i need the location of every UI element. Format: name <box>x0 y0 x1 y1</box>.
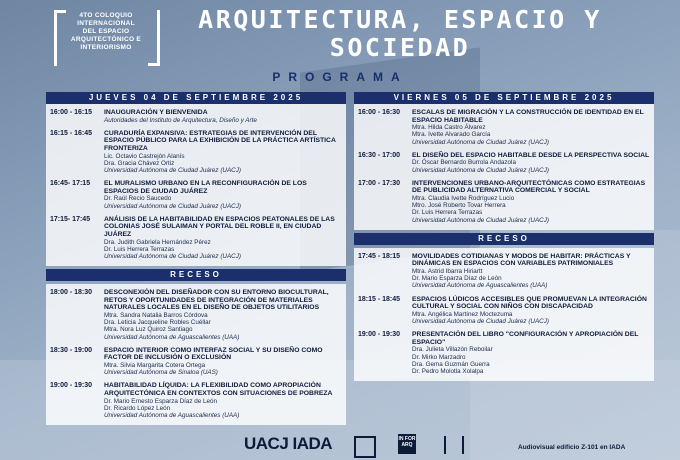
session-row <box>46 287 346 345</box>
session-institution: Autoridades del Instituto de Arquitectura, Diseño y Arte <box>104 116 257 124</box>
session-author: Mtra. Angélica Martínez Moctezuma <box>412 310 513 318</box>
day-1-column <box>46 92 346 425</box>
session-author: Dr. Raúl Recio Saucedo <box>104 195 172 203</box>
session-institution: Universidad Autónoma de Sinaloa (UAS) <box>104 369 218 377</box>
session-institution: Universidad Autónoma de Ciudad Juárez (UACJ) <box>412 317 549 325</box>
session-institution: Universidad Autónoma de Ciudad Juárez (UACJ) <box>104 252 241 260</box>
session-title: MOVILIDADES COTIDIANAS Y MODOS DE HABITAR: PRÁCTICAS Y DINÁMICAS EN ESPACIOS CON VARIABLES PATRIMONIALES <box>412 252 631 268</box>
logo-line: INTERIORISMO <box>80 44 132 51</box>
session-institution: Universidad Autónoma de Ciudad Juárez (UACJ) <box>412 166 549 174</box>
day-1-break: RECESO <box>46 269 346 281</box>
session-author: Mtra. Ivette Alvarado García <box>412 131 491 139</box>
session-institution: Universidad Autónoma de Aguascalientes (UAA) <box>412 282 548 290</box>
session-author: Dr. Óscar Bernardo Burrola Andazola <box>412 159 516 167</box>
day-2-column <box>354 92 654 381</box>
logo-line: DEL ESPACIO <box>82 28 130 35</box>
session-institution: Universidad Autónoma de Ciudad Juárez (UACJ) <box>412 216 549 224</box>
session-author: Dr. Mario Ernesto Esparza Díaz de León <box>104 397 218 405</box>
session-row <box>46 107 346 128</box>
session-row <box>46 345 346 381</box>
day-1-afternoon-panel <box>46 284 346 425</box>
session-author: Dr. Mirko Marzadro <box>412 353 466 361</box>
session-row <box>46 128 346 178</box>
session-time: 17:00 - 17:30 <box>358 179 401 187</box>
session-body <box>412 180 650 224</box>
session-row <box>354 107 654 150</box>
session-row <box>46 178 346 214</box>
session-author: Dra. Judith Gabriela Hernández Pérez <box>104 238 211 246</box>
session-time: 16:00 - 16:30 <box>358 109 401 116</box>
session-time: 16:45- 17:15 <box>50 180 91 188</box>
session-time: 16:00 - 16:15 <box>50 109 93 116</box>
session-institution: Universidad Autónoma de Ciudad Juárez (UACJ) <box>412 138 549 146</box>
session-author: Dra. Julieta Villazón Reboilar <box>412 346 493 354</box>
day-2-break: RECESO <box>354 233 654 245</box>
day-2-header: VIERNES 05 DE SEPTIEMBRE 2025 <box>354 92 654 104</box>
session-body <box>104 347 342 377</box>
title-line-2: SOCIEDAD <box>329 33 471 62</box>
session-body <box>104 130 342 174</box>
session-title: CURADURÍA EXPANSIVA: ESTRATEGIAS DE INTERVENCIÓN DEL ESPACIO PÚBLICO PARA LA EXHIBICIÓN DE LA PRÁCTICA ARTÍSTICA FRONTERIZA <box>104 129 336 152</box>
session-body <box>412 296 650 326</box>
session-institution: Universidad Autónoma de Ciudad Juárez (UACJ) <box>104 202 241 210</box>
day-2-morning-panel <box>354 104 654 230</box>
session-title: PRESENTACIÓN DEL LIBRO "CONFIGURACIÓN Y APROPIACIÓN DEL ESPACIO" <box>412 331 639 346</box>
partner-logo-3 <box>444 436 464 454</box>
session-author: Dra. Gracia Chávez Ortiz <box>104 159 175 167</box>
session-body <box>412 331 650 375</box>
session-author: Dra. Gema Guzmán Guerra <box>412 360 490 368</box>
session-time: 17:15- 17:45 <box>50 215 91 223</box>
session-title: INTERVENCIONES URBANO-ARQUITECTÓNICAS COMO ESTRATEGIAS DE PUBLICIDAD ALTERNATIVA COMERCIAL Y SOCIAL <box>412 179 646 195</box>
session-title: ESPACIOS LÚDICOS ACCESIBLES QUE PROMUEVAN LA INTEGRACIÓN CULTURAL Y SOCIAL CON NIÑOS CON DISCAPACIDAD <box>412 295 647 311</box>
session-author: Dr. Luis Herrera Terrazas <box>412 209 483 217</box>
session-author: Mtra. Astrid Ibarra Hiriartt <box>412 267 483 275</box>
session-body <box>104 180 342 210</box>
session-time: 19:00 - 19:30 <box>50 382 93 390</box>
session-row <box>354 294 654 330</box>
session-row <box>354 329 654 379</box>
session-row <box>354 178 654 228</box>
session-institution: Universidad Autónoma de Aguascalientes (UAA) <box>104 333 240 341</box>
session-row <box>46 380 346 423</box>
session-author: Dr. Luis Herrera Terrazas <box>104 245 175 253</box>
partner-logo-2: IN FOR ARQ <box>398 434 416 454</box>
session-time: 19:00 - 19:30 <box>358 331 401 339</box>
logo-line: INTERNACIONAL <box>77 20 135 27</box>
session-time: 18:00 - 18:30 <box>50 289 93 297</box>
session-body <box>412 253 650 290</box>
session-title: INAUGURACIÓN Y BIENVENIDA <box>104 109 208 116</box>
session-row <box>46 214 346 264</box>
partner-logo-1 <box>354 436 376 458</box>
session-author: Mtra. Sandra Natalia Barros Córdova <box>104 311 208 319</box>
session-author: Mtra. Claudia Ivette Rodríguez Lucio <box>412 194 515 202</box>
session-time: 18:30 - 19:00 <box>50 346 93 354</box>
session-time: 18:15 - 18:45 <box>358 295 401 303</box>
session-author: Dr. Pedro Molotla Xolalpa <box>412 367 484 375</box>
session-body <box>104 289 342 341</box>
session-title: HABITABILIDAD LÍQUIDA: LA FLEXIBILIDAD COMO APROPIACIÓN ARQUITECTÓNICA EN CONTEXTOS CON SITUACIONES DE POBREZA <box>104 382 333 397</box>
session-author: Dra. Leticia Jacqueline Robles Cuéllar <box>104 319 211 327</box>
session-time: 16:15 - 16:45 <box>50 129 93 137</box>
session-author: Dr. Ricardo López León <box>104 404 171 412</box>
session-row <box>354 150 654 178</box>
session-body <box>104 216 342 260</box>
session-author: Mtra. Silvia Margarita Cotera Ortega <box>104 361 206 369</box>
session-title: ESCALAS DE MIGRACIÓN Y LA CONSTRUCCIÓN DE IDENTIDAD EN EL ESPACIO HABITABLE <box>412 109 644 124</box>
session-author: Mtra. Hilda Castro Álvarez <box>412 124 486 132</box>
session-title: ESPACIO INTERIOR COMO INTERFAZ SOCIAL Y SU DISEÑO COMO FACTOR DE INCLUSIÓN O EXCLUSIÓN <box>104 346 323 362</box>
session-title: EL DISEÑO DEL ESPACIO HABITABLE DESDE LA PERSPECTIVA SOCIAL <box>412 151 650 159</box>
session-title: EL MURALISMO URBANO EN LA RECONFIGURACIÓN DE LOS ESPACIOS DE CIUDAD JUÁREZ <box>104 180 307 195</box>
title-line-1: ARQUITECTURA, ESPACIO Y <box>198 5 602 34</box>
day-1-morning-panel <box>46 104 346 266</box>
session-body <box>104 382 342 419</box>
session-body <box>412 109 650 146</box>
logo-line: ARQUITECTÓNICO E <box>70 36 142 43</box>
venue-text: Audiovisual edificio Z-101 en IADA <box>518 444 626 451</box>
session-title: ANÁLISIS DE LA HABITABILIDAD EN ESPACIOS PEATONALES DE LAS COLONIAS JOSÉ SULAIMAN Y PORTAL DEL ROBLE II, EN CIUDAD JUÁREZ <box>104 215 335 238</box>
session-time: 16:30 - 17:00 <box>358 151 401 159</box>
event-title <box>190 6 610 62</box>
session-body <box>104 109 342 124</box>
session-title: DESCONEXIÓN DEL DISEÑADOR CON SU ENTORNO BIOCULTURAL, RETOS Y OPORTUNIDADES DE INTEGRACIÓN DE MATERIALES NATURALES LOCALES EN EL DISEÑO DE OBJETOS UTILITARIOS <box>104 289 329 312</box>
session-row <box>354 251 654 294</box>
colloquium-logo-text <box>66 12 146 52</box>
session-institution: Universidad Autónoma de Aguascalientes (UAA) <box>104 411 240 419</box>
session-author: Mtro. José Roberto Tovar Herrera <box>412 202 506 210</box>
day-2-afternoon-panel <box>354 248 654 381</box>
session-institution: Universidad Autónoma de Ciudad Juárez (UACJ) <box>104 166 241 174</box>
session-author: Mtra. Nora Luz Quiroz Santiago <box>104 326 193 334</box>
day-1-header: JUEVES 04 DE SEPTIEMBRE 2025 <box>46 92 346 104</box>
uacj-iada-logo: UACJ IADA <box>244 434 333 453</box>
session-author: Dr. Mario Esparza Díaz de León <box>412 275 502 283</box>
session-author: Lic. Octavio Castrejón Alanís <box>104 152 185 160</box>
logo-line: 4TO COLOQUIO <box>79 12 133 19</box>
session-time: 17:45 - 18:15 <box>358 252 401 260</box>
program-heading: PROGRAMA <box>272 70 408 84</box>
session-body <box>412 152 650 174</box>
